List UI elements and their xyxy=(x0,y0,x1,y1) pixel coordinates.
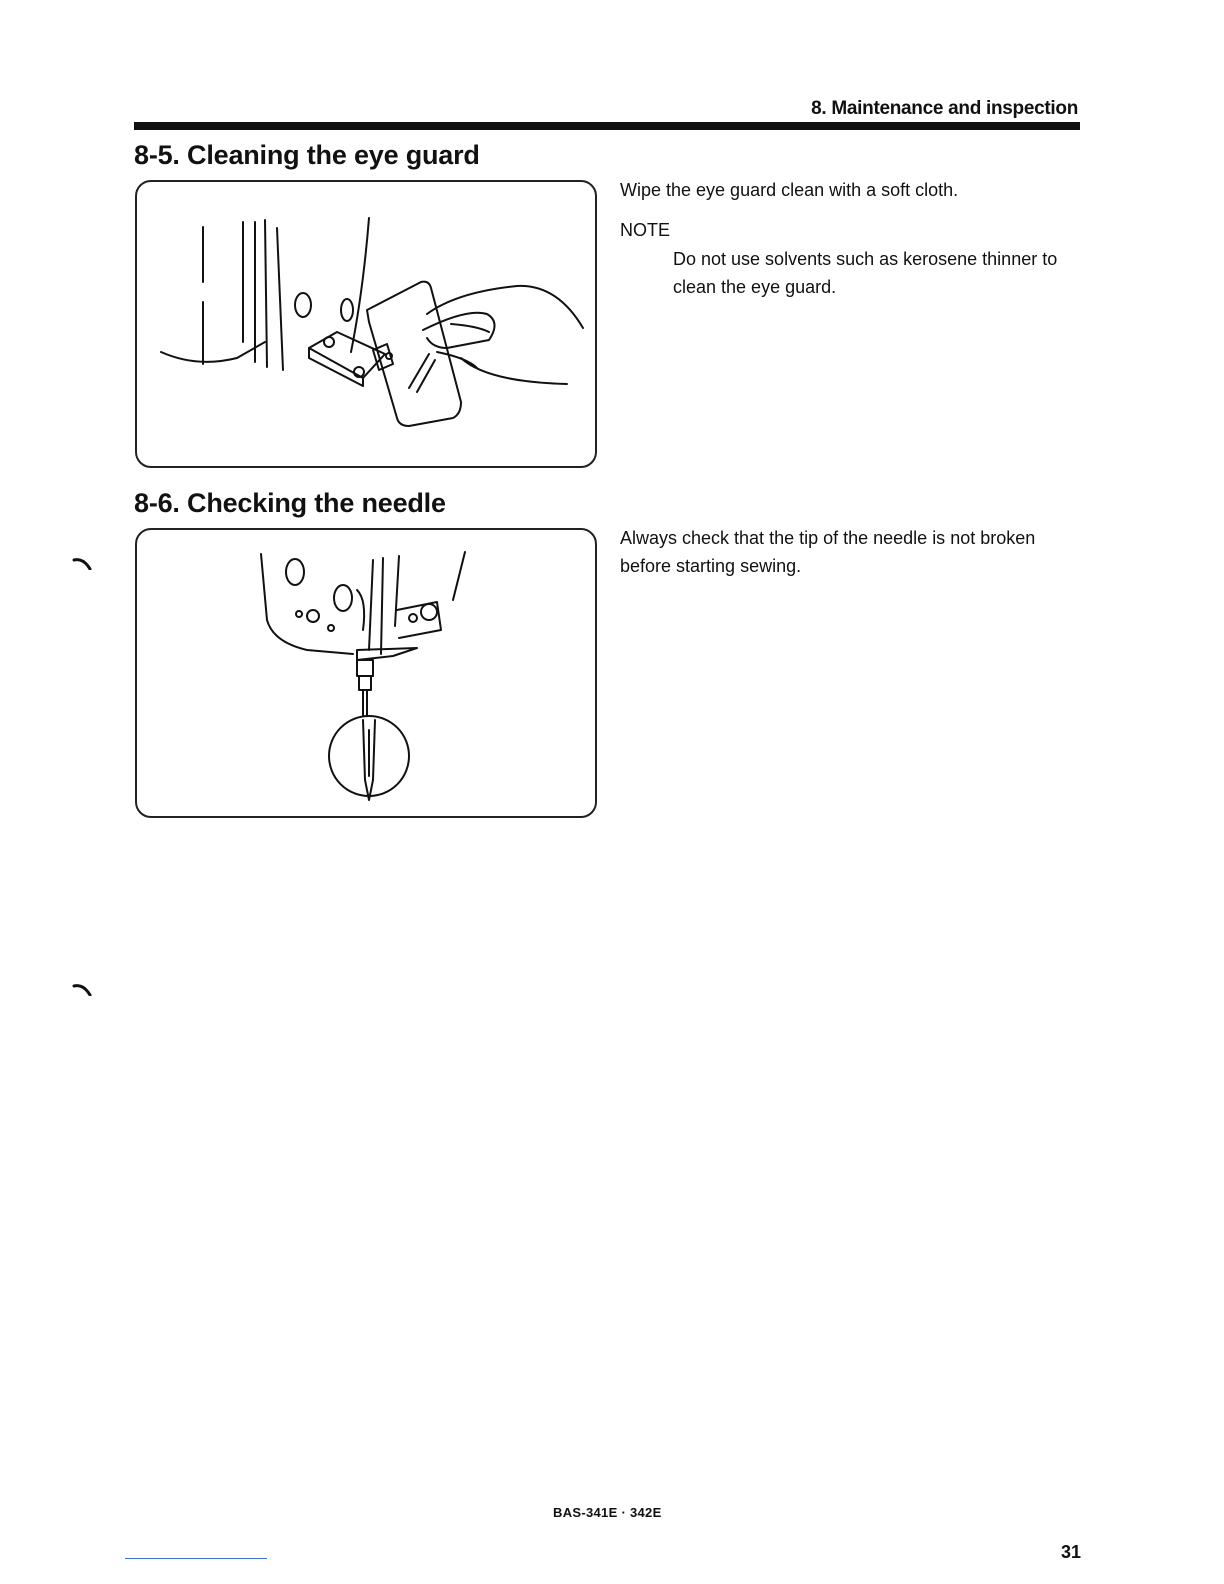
eye-guard-illustration xyxy=(137,182,595,466)
bottom-link-underline xyxy=(125,1558,267,1559)
section-title-cleaning-eye-guard: 8-5. Cleaning the eye guard xyxy=(134,140,480,170)
figure-checking-needle xyxy=(135,528,597,818)
margin-mark-icon xyxy=(72,982,92,996)
instruction-checking-needle: Always check that the tip of the needle is not broken before starting sewing. xyxy=(620,528,1036,576)
note-label: NOTE xyxy=(620,220,671,240)
note-text: Do not use solvents such as kerosene thinner to clean the eye guard. xyxy=(673,249,1058,297)
page-number: 31 xyxy=(1061,1542,1082,1562)
needle-illustration xyxy=(137,530,595,816)
margin-mark-icon xyxy=(72,556,92,570)
section-title-checking-needle: 8-6. Checking the needle xyxy=(134,488,446,518)
instruction-cleaning-eye-guard: Wipe the eye guard clean with a soft cloth. xyxy=(620,180,959,200)
footer-model-number: BAS-341E · 342E xyxy=(553,1505,662,1520)
figure-cleaning-eye-guard xyxy=(135,180,597,468)
header-rule xyxy=(134,122,1080,130)
chapter-header-title: 8. Maintenance and inspection xyxy=(811,98,1078,119)
